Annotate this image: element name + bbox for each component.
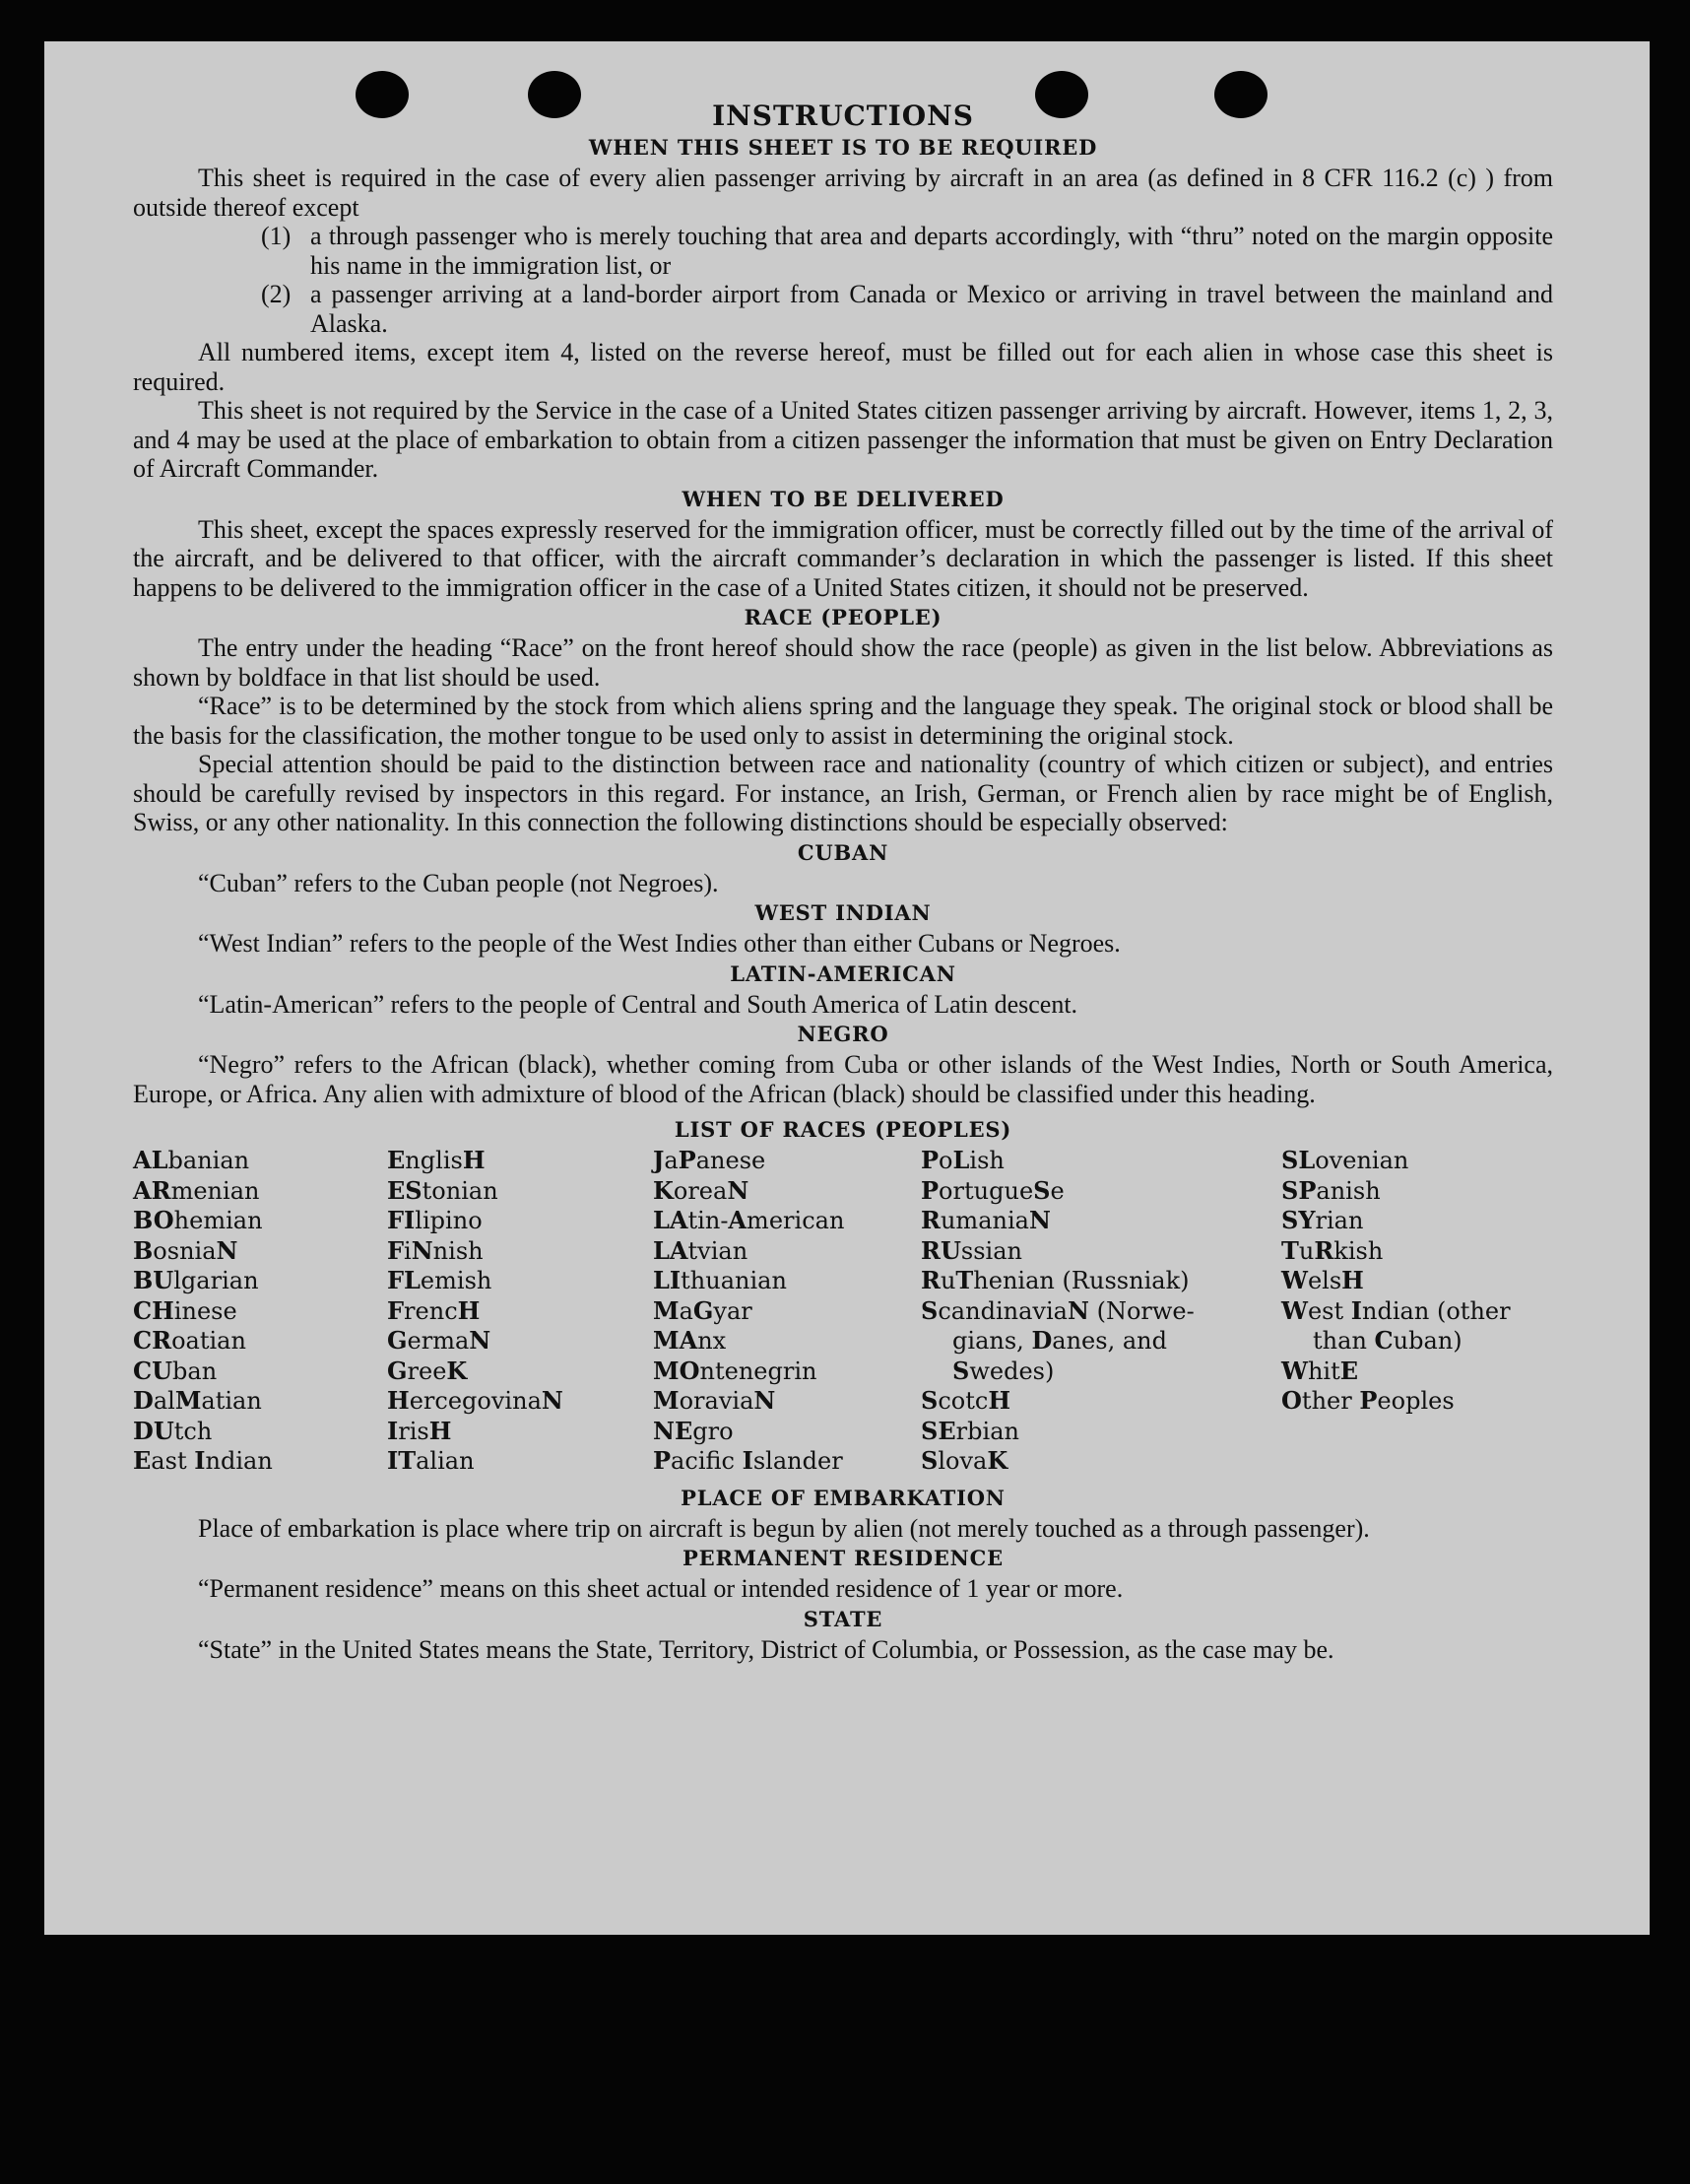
race-entry: HercegovinaN [387,1386,563,1415]
race-entry: EnglisH [387,1146,486,1174]
race-entry-continued: than Cuban) [1313,1326,1462,1355]
paragraph: “Latin-American” refers to the people of Central and South America of Latin descent. [198,989,1078,1019]
paragraph: Special attention should be paid to the distinction between race and nationality (country of which citizen or subject), and entries should be carefully revised by inspectors in this regard. For instance, an Irish, German, or French alien by race might be of English, Swiss, or any other nationality. In this connection the following distinctions should be especially observed: [133,750,1553,836]
list-item [261,222,1553,280]
list-item [261,280,1553,338]
race-entry: LIthuanian [653,1266,787,1294]
race-entry: PortugueSe [921,1175,1065,1205]
race-entry: SErbian [921,1416,1019,1445]
race-entry: EStonian [387,1175,498,1205]
race-entry: West Indian (other [1281,1295,1511,1325]
document-sheet [44,41,1650,1935]
race-entry: RuThenian (Russniak) [921,1266,1190,1294]
races-column [921,1146,1281,1477]
item-number: (2) [261,280,292,308]
race-entry: BosniaN [133,1235,238,1265]
race-entry: RUssian [921,1235,1023,1265]
races-column [387,1146,653,1477]
race-entry: SPanish [1281,1175,1381,1205]
race-entry: Other Peoples [1281,1386,1455,1415]
paragraph: The entry under the heading “Race” on the front hereof should show the race (people) as given in the list below. Abbreviations as shown by boldface in that list should be used. [133,633,1553,692]
race-entry: ALbanian [133,1146,250,1174]
item-number: (1) [261,222,292,250]
heading-embarkation: PLACE OF EMBARKATION [681,1485,1006,1510]
race-entry: LAtvian [653,1235,748,1265]
races-column [653,1146,921,1477]
heading-cuban: CUBAN [797,839,889,865]
race-entry: ITalian [387,1446,475,1475]
race-entry: CHinese [133,1295,237,1325]
heading-when-required: WHEN THIS SHEET IS TO BE REQUIRED [588,135,1098,160]
race-entry: FrencH [387,1295,481,1325]
page-title: INSTRUCTIONS [712,99,974,132]
paragraph: “Negro” refers to the African (black), whether coming from Cuba or other islands of the West Indies, North or South America, Europe, or Africa. Any alien with admixture of blood of the African (black) should be classified under this heading. [133,1050,1553,1108]
race-entry: TuRkish [1281,1235,1384,1265]
race-entry: MaGyar [653,1295,752,1325]
race-entry: FLemish [387,1266,492,1294]
paragraph: This sheet is required in the case of every alien passenger arriving by aircraft in an area (as defined in 8 CFR 116.2 (c) ) from outside thereof except [133,164,1553,222]
race-entry: NEgro [653,1416,734,1445]
heading-when-delivered: WHEN TO BE DELIVERED [682,486,1005,511]
race-entry: SYrian [1281,1206,1364,1234]
race-entry: SlovaK [921,1446,1008,1475]
paragraph: “Permanent residence” means on this sheet actual or intended residence of 1 year or more. [198,1574,1124,1603]
paragraph: This sheet, except the spaces expressly reserved for the immigration officer, must be correctly filled out by the time of the arrival of the aircraft, and be delivered to that officer, with the aircraft commander’s declaration in which the passenger is listed. If this sheet happens to be delivered to the immigration officer in the case of a United States citizen, it should not be preserved. [133,514,1553,602]
races-column [133,1146,387,1477]
race-entry: FIlipino [387,1206,483,1234]
paragraph: Place of embarkation is place where trip on aircraft is begun by alien (not merely touched as a through passenger). [198,1513,1370,1543]
race-entry: GreeK [387,1356,468,1385]
race-entry: FiNnish [387,1235,484,1265]
race-entry: MoraviaN [653,1386,776,1415]
item-text: a passenger arriving at a land-border airport from Canada or Mexico or arriving in travel between the mainland and Alaska. [310,280,1553,338]
race-entry: MOntenegrin [653,1356,817,1385]
race-entry-continued: Swedes) [952,1356,1055,1385]
race-entry: Pacifc Islander [653,1446,843,1475]
heading-latin-american: LATIN-AMERICAN [730,960,956,986]
race-entry: CUban [133,1356,218,1385]
race-entry: ScotcH [921,1386,1011,1415]
paragraph: This sheet is not required by the Service in the case of a United States citizen passenger arriving by aircraft. However, items 1, 2, 3, and 4 may be used at the place of embarkation to obtain from a citizen passenger the information that must be given on Entry Declaration of Aircraft Commander. [133,396,1553,483]
race-entry: East Indian [133,1446,273,1475]
race-entry: DUtch [133,1416,213,1445]
paragraph: “West Indian” refers to the people of the West Indies other than either Cubans or Negroes. [198,929,1121,958]
race-entry: WhitE [1281,1356,1359,1385]
race-entry: ARmenian [133,1175,260,1205]
race-entry: DalMatian [133,1386,262,1415]
races-column [1281,1146,1547,1477]
heading-residence: PERMANENT RESIDENCE [682,1546,1004,1570]
race-entry: RumaniaN [921,1206,1051,1234]
race-entry: IrisH [387,1416,452,1445]
race-entry-continued: gians, Danes, and [952,1326,1168,1355]
races-list [133,1146,1553,1477]
heading-west-indian: WEST INDIAN [754,900,932,925]
paragraph: “Cuban” refers to the Cuban people (not Negroes). [198,868,719,897]
race-entry: BOhemian [133,1206,263,1234]
heading-race: RACE (PEOPLE) [744,605,942,629]
paragraph: “State” in the United States means the State, Territory, District of Columbia, or Possession, as the case may be. [198,1634,1334,1664]
heading-negro: NEGRO [797,1022,889,1046]
race-entry: BUlgarian [133,1266,259,1294]
heading-state: STATE [803,1606,883,1631]
race-entry: CRoatian [133,1326,246,1355]
heading-list-of-races: LIST OF RACES (PEOPLES) [674,1117,1012,1142]
race-entry: GermaN [387,1326,491,1355]
race-entry: KoreaN [653,1175,749,1205]
race-entry: PoLish [921,1146,1005,1174]
race-entry: LAtin-American [653,1206,845,1234]
paragraph: All numbered items, except item 4, listed on the reverse hereof, must be filled out for each alien in whose case this sheet is required. [133,338,1553,396]
race-entry: MAnx [653,1326,727,1355]
race-entry: ScandinaviaN (Norwe- [921,1295,1195,1325]
race-entry: WelsH [1281,1266,1364,1294]
race-entry: SLovenian [1281,1146,1409,1174]
paragraph: “Race” is to be determined by the stock from which aliens spring and the language they speak. The original stock or blood shall be the basis for the classification, the mother tongue to be used only to assist in determining the original stock. [133,692,1553,750]
item-text: a through passenger who is merely touching that area and departs accordingly, with “thru” noted on the margin opposite his name in the immigration list, or [310,222,1553,280]
race-entry: JaPanese [653,1146,766,1174]
document-body [133,100,1553,1664]
